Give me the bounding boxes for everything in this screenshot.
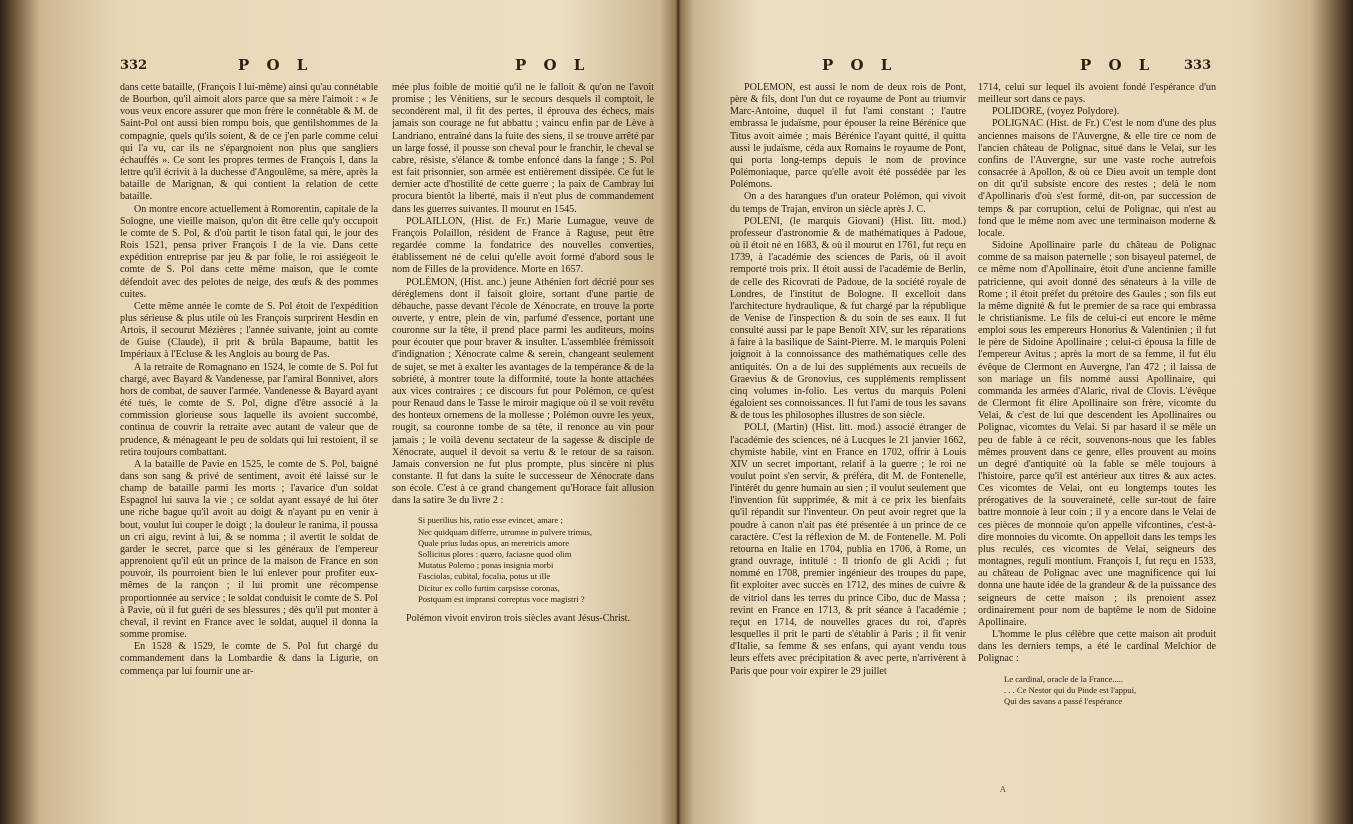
quote-line: Quale prius ludas opus, an meretricis amore [418,537,570,548]
paragraph: A la retraite de Romagnano en 1524, le comte de S. Pol fut chargé, avec Bayard & Vandenesse, par l'amiral Bonnivet, alors hors de combat, de sauver l'armée. Vandenesse & Bayard ayant été tués, le comte de S. Pol, digne d'être associé à la commission glorieuse sous laquelle ils avoient succombé, continua de couvrir la retraite avec autant de valeur que de prudence, & ménageant le peu de soldats qui lui restoient, il se retira toujours combattant. [120,361,378,458]
paragraph: On a des harangues d'un orateur Polémon, qui vivoit du temps de Trajan, environ un siècle après J. C. [730,191,966,215]
paragraph: Cette même année le comte de S. Pol étoit de l'expédition plus sérieuse & plus utile où les François surprirent Hesdin en Artois, il secourut Mézières ; l'année suivante, joint au comte de Guise (Claude), il prit & brûla Bapaume, battit les Impériaux à l'Ecluse & les Anglois au bourg de Pas. [120,300,378,361]
quote-line: Nec quidquam differre, utrumne in pulvere trimus, [418,526,593,537]
right-running-title-b: P O L [1080,56,1156,74]
paragraph: dans cette bataille, (François I lui-même) ainsi qu'au connétable de Bourbon, qu'il aimoit alors parce que sa mère l'aimoit : « Je vous veux encore assurer que mon frère le connétable & M. de Saint-Pol ont aussi bien rompu bois, que gentilshommes de la compagnie, quels qu'ils soient, & de ce j'en parle comme celui qui l'a vu, car ils ne s'épargnoient non plus que sangliers échauffés ». Ce sont les propres termes de François I, dans la lettre qu'il écrivit à la duchesse d'Angoulême, sa mère, après la bataille de Marignan, & qui contient la relation de cette bataille. [120,82,378,203]
right-running-title-a: P O L [822,56,898,74]
paragraph: A la bataille de Pavie en 1525, le comte de S. Pol, baigné dans son sang & privé de sentiment, avoit été laissé sur le champ de bataille parmi les morts ; l'avarice d'un soldat Espagnol lui sauva la vie ; ce soldat ayant essayé de lui ôter une riche bague qu'il avoit au doigt & n'ayant pu en venir à bout, voulut lui couper le doigt ; la douleur le ranima, il poussa un cri aigu, revint à lui, & se nomma ; il avertit le soldat de garder le secret, parce que si les généraux de l'empereur apprenoient qu'il eût un prince de la maison de France en son pouvoir, ils pourroient bien le lui enlever pour profiter eux-mêmes de la rançon ; il lui promit une récompense proportionnée au service ; le soldat conduisit le comte de S. Pol à Pavie, où il fut guéri de ses blessures ; dès qu'il put monter à cheval, il revint en France avec le soldat, auquel il donna la somme promise. [120,458,378,641]
right-column-a [730,82,966,782]
quote-line: Fasciolas, cubital, focalia, potus ut ille [418,571,551,582]
entry-polemon: POLÉMON, (Hist. anc.) jeune Athénien fort décrié pour ses déréglemens dont il faisoit gloire, sortant d'une partie de débauche, passe devant l'école de Xénocrate, en trouve la porte ouverte, y entre, plein de vin, parfumé d'essence, portant une couronne sur la tête, il prend place parmi les auditeurs, moins pour écouter que pour braver & insulter. L'assemblée frémissoit d'indignation ; Xénocrate calme & serein, changeant seulement de sujet, se met à exalter les avantages de la tempérance & de la sobriété, à montrer toute la difformité, toute la honte attachées aux vices contraires ; ce discours fut pour Polémon, ce qu'est pour Renaud dans le Tasse le miroir magique où il se voit revêtu des honteux ornemens de la mollesse ; Polémon ouvre les yeux, rougit, sa couronne tombe de sa tête, il renonce au vin pour jamais ; le voilà devenu sectateur de la sagesse & disciple de Xénocrate, auquel il devoit sa vertu & le retour de sa raison. Jamais conversion ne fut plus prompte, plus sincère ni plus constante. Il fut dans la suite le successeur de Xénocrate dans son école. C'est à ce grand changement qu'Horace fait allusion dans la satire 3e du livre 2 : [392,276,654,507]
entry-poli: POLI, (Martin) (Hist. litt. mod.) associé étranger de l'académie des sciences, né à Lucques le 21 janvier 1662, chymiste habile, vint en France en 1702, offrir à Louis XIV un secret important, relatif à la guerre ; le roi ne voulut point s'en servir, & préféra, dit M. de Fontenelle, l'intérêt du genre humain au sien ; il voulut seulement que l'invention fût supprimée, & mit à ce prix les bienfaits qu'il répandit sur l'inventeur. On peut avoir regret que la poudre à canon n'ait pas été présentée à un prince de ce caractère. C'est la réflexion de M. de Fontenelle. M. Poli retourna en Italie en 1704, publia en 1706, à Rome, un grand ouvrage, intitulé : Il trionfo de gli Acidi ; fut nommé en 1708, premier ingénieur des troupes du pape, fit exploiter avec succès en 1712, des mines de cuivre & de vitriol dans les terres du prince Cibo, duc de Massa ; revint en France en 1713, & prit séance à l'académie ; reçut en 1714, de nouvelles graces du roi, d'après lesquelles il prit le parti de s'établir à Paris ; il fit venir d'Italie, sa femme & ses enfans, qui ayant vendu tous leurs effets avec précipitation & avec perte, n'arrivèrent à Paris que pour voir expirer le 29 juillet [730,422,966,677]
left-running-head [120,58,660,82]
quote-line: . . . Ce Nestor qui du Pinde est l'appui, [1004,684,1137,695]
entry-polidore: POLIDORE, (voyez Polydore). [992,106,1120,118]
quote-line: Mutatus Polemo ; ponas insignia morbi [418,560,554,571]
quote-line: Postquam est impransi correptus voce magistri ? [418,593,585,604]
left-running-title-b: P O L [515,56,591,74]
left-running-title-a: P O L [238,56,314,74]
quote-line: Le cardinal, oracle de la France..... [1004,673,1124,684]
paragraph: 1714, celui sur lequel ils avoient fondé l'espérance d'un meilleur sort dans ce pays. [978,82,1216,106]
quote-line: Sollicitus plores : quæro, faciasne quod olim [418,549,572,560]
entry-poleni: POLENI, (le marquis Giovani) (Hist. litt. mod.) professeur d'astronomie & de mathématiques à Padoue, où il étoit né en 1683, & où il mourut en 1761, fut reçu en 1739, à l'académie des sciences de Paris, où il avoit remporté trois prix. Il étoit aussi de l'académie de Berlin, de celle des Ricovrati de Padoue, de la société royale de Londres, de l'institut de Bologne. Il excelloit dans l'architecture hydraulique, & fut chargé par la république de Venise de l'inspection & du soin de ses eaux. Il fut consulté aussi par le pape Benoît XIV, sur les réparations à faire à la basilique de Saint-Pierre. M. le marquis Poleni joignoit à la connoissance des mathématiques celle des antiquités. On a de lui des suppléments aux recueils de Graevius & de Gronovius, ces suppléments remplissent cinq volumes in-folio. Les vertus du marquis Poleni égaloient ses connoissances. Il fut l'ami de tous les savans & de tous les philosophes illustres de son siècle. [730,215,966,422]
entry-polignac: POLIGNAC (Hist. de Fr.) C'est le nom d'une des plus anciennes maisons de l'Auvergne, & elle tire ce nom de l'ancien château de Polignac, situé dans le Velai, sur les confins de l'Auvergne, sur une vaste roche autrefois consacrée à Apollon, & où ce Dieu avoit un temple dont on dit qu'il subsiste encore des restes ; delà le nom d'Apollinaris d'où s'est formé, dit-on, par succession de temps & par corruption, celui de Polignac, qui n'est au fond que le même nom avec une terminaison moderne & locale. [978,118,1216,239]
paragraph: En 1528 & 1529, le comte de S. Pol fut chargé du commandement dans la Lombardie & dans la Ligurie, on commença par lui fournir une ar- [120,641,378,677]
quote-line: Si puerilius his, ratio esse evincet, amare ; [418,515,563,526]
left-column-b [392,82,654,782]
right-page [700,0,1220,824]
entry-polemon-kings: POLÉMON, est aussi le nom de deux rois de Pont, père & fils, dont l'un dut ce royaume de Pont au triumvir Marc-Antoine, duquel il fut l'ami constant ; l'autre embrassa le judaïsme, pour épouser la reine Bérénice que Titus avoit aimée ; mais Bérénice l'ayant quitté, il quitta aussi le judaïsme, céda aux Romains le royaume de Pont, qui porta long-temps depuis le nom de province Polémoniaque, parce qu'elle avoit été possédée par les Polémons. [730,82,966,191]
quote-line: Dicitur ex collo furtim carpsisse coronas, [418,582,560,593]
horace-quote [418,515,654,605]
paragraph: On montre encore actuellement à Romorentin, capitale de la Sologne, une vieille maison, qu'on dit être celle qu'y occupoit le comte de S. Pol, & d'où partit le tison fatal qui, le jour des Rois 1521, pensa priver François I de la vie. Dans cette expédition entreprise par jeu & par folie, le roi assiégeoit le comte de S. Pol dans cette même maison, que le comte défendoit avec des pelotes de neige, des œufs & des pommes cuites. [120,203,378,300]
paragraph: L'homme le plus célèbre que cette maison ait produit dans les derniers temps, a été le cardinal Melchior de Polignac : [978,629,1216,665]
paragraph: mée plus foible de moitié qu'il ne le falloit & qu'on ne l'avoit promise ; les Vénitiens, sur le secours desquels il comptoit, le secondèrent mal, il fit des pertes, il éprouva des échecs, mais jamais son courage ne fut abbattu ; vaincu enfin par de Lève à Landriano, entraîné dans la fuite des siens, il se trouve arrêté par un large fossé, il pousse son cheval pour le franchir, le cheval se cabre, résiste, s'élance & tombe enfoncé dans la fange ; S. Pol est fait prisonnier, son armée est entièrement dissipée. Ce fut le dernier acte d'hostilité de cette guerre ; la paix de Cambray lui procura bientôt la liberté, mais il n'eut plus de commandement dans les guerres suivantes. Il mourut en 1545. [392,82,654,215]
left-page-number: 332 [120,58,148,73]
paragraph: Sidoine Apollinaire parle du château de Polignac comme de sa maison paternelle ; son bisayeul paternel, de ce même nom d'Apollinaire, étoit d'une ancienne famille patricienne, qui avoit donné des sénateurs à la ville de Rome ; il étoit préfet du prétoire des Gaules ; son fils eut la même dignité & fut le premier de sa race qui embrassa le christianisme. Le fils de celui-ci eut encore le même emploi sous les empereurs Honorius & Valentinien ; il fut le père de Sidoine Apollinaire ; celui-ci épousa la fille de l'empereur Avitus ; après la mort de sa femme, il fut élu évêque de Clermont en Auvergne, l'an 472 ; il laissa de son mariage un fils nommé aussi Apollinaire, qui commanda les armées d'Alaric, rival de Clovis. L'évêque de Clermont fit élire Apollinaire son frère, vicomte du Velai, & c'est de lui que descendent les Apollinaires ou Polignac, vicomtes du Velai. Si par hasard il se mêle un peu de fable à ce récit, souvenons-nous que les fables mêmes prouvent dans ce genre, elles prouvent au moins un degré d'antiquité où la fable se mêle toujours à l'histoire, parce qu'il est antérieur aux titres & aux actes. Ces vicomtes de Velai, ont eu longtemps toutes les prérogatives de la souveraineté, celle sur-tout de faire battre monnoie à leur coin ; il y a encore dans le Velai de ces pièces de monnoie qu'on appelle vifcontines, c'est-à-dire monnoies du vicomte. On appelloit dans les temps les plus reculés, ces vicomtes de Velai, seigneurs des montagnes, reguli montium. François I, fut reçu en 1533, au château de Polignac avec une magnificence qui lui donna une haute idée de la grandeur & de la puissance des seigneurs de cette maison ; ils prenoient assez ordinairement pour nom de baptême le nom de Sidoine Apollinaire. [978,240,1216,628]
signature-mark: A [1000,785,1006,794]
quote-line: Qui des savans a passé l'espérance [1004,695,1123,706]
left-page [120,0,660,824]
paragraph: Polémon vivoit environ trois siècles avant Jésus-Christ. [406,613,630,625]
entry-polaillon: POLAILLON, (Hist. de Fr.) Marie Lumague, veuve de François Polaillon, résident de France à Raguse, peut être regardée comme la fondatrice des nouvelles converties, établissement né de celui qu'elle avoit formé d'abord sous le nom de Filles de la providence. Morte en 1657. [392,215,654,276]
right-page-number: 333 [1184,58,1212,73]
right-column-b [978,82,1216,782]
left-column-a [120,82,378,782]
right-running-head [700,58,1220,82]
verse-quote [1004,674,1216,708]
